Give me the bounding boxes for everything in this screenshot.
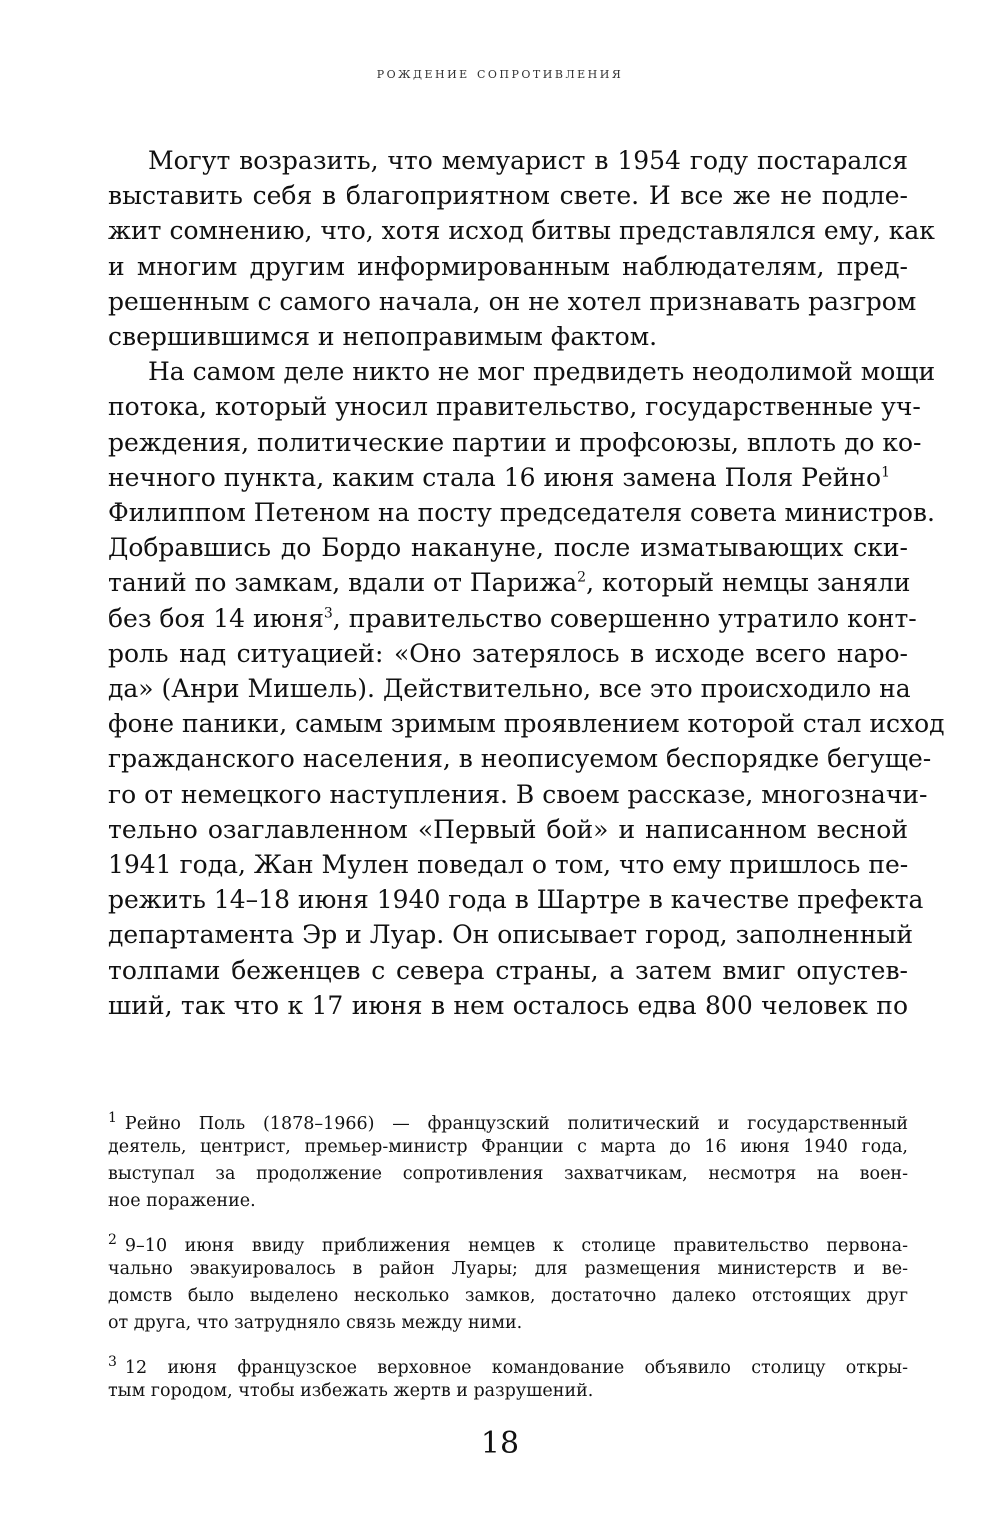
body-line: решенным с самого начала, он не хотел признавать разгром	[108, 286, 917, 316]
body-line: Добравшись до Бордо накануне, после изматывающих ски-	[108, 533, 908, 563]
footnote-text: 9–10 июня ввиду приближения немцев к столице правительство первона-	[124, 1235, 908, 1256]
footnote-text: Рейно Поль (1878–1966) — французский политический и государственный	[124, 1113, 908, 1134]
body-line: 1941 года, Жан Мулен поведал о том, что ему пришлось пе-	[108, 850, 909, 879]
body-text: , который немцы заняли	[586, 568, 911, 598]
footnote-line	[108, 1381, 908, 1401]
body-line: го от немецкого наступления. В своем рассказе, многозначи-	[108, 779, 928, 809]
footnote-line	[108, 1354, 908, 1378]
footnote-line	[108, 1164, 908, 1184]
footnote-line	[108, 1259, 908, 1279]
body-line: реждения, политические партии и профсоюзы, вплоть до ко-	[108, 427, 922, 457]
body-line: роль над ситуацией: «Оно затерялось в исходе всего наро-	[108, 638, 908, 668]
body-line: и многим другим информированным наблюдателям, пред-	[108, 251, 908, 281]
body-line: да» (Анри Мишель). Действительно, все это происходило на	[108, 674, 911, 703]
footnote-line	[108, 1232, 908, 1256]
footnote-text: деятель, центрист, премьер-министр Франции с марта до 16 июня 1940 года,	[108, 1137, 908, 1157]
body-line: режить 14–18 июня 1940 года в Шартре в качестве префекта	[108, 885, 924, 915]
body-line: На самом деле никто не мог предвидеть неодолимой мощи	[148, 357, 936, 387]
body-line: выставить себя в благоприятном свете. И все же не подле-	[108, 181, 908, 211]
body-line: жит сомнению, что, хотя исход битвы представлялся ему, как	[108, 216, 935, 246]
footnote-mark: 3	[108, 1354, 117, 1370]
footnote-text: домств было выделено несколько замков, достаточно далеко отстоящих друг	[108, 1286, 908, 1306]
body-text: нечного пункта, каким стала 16 июня замена Поля Рейно	[108, 462, 882, 492]
body-text: , правительство совершенно утратило конт-	[332, 603, 917, 633]
body-line: тельно озаглавленном «Первый бой» и написанном весной	[108, 814, 908, 844]
footnote-text: ное поражение.	[108, 1191, 256, 1211]
body-line: гражданского населения, в неописуемом беспорядке бегуще-	[108, 744, 932, 774]
footnote-line	[108, 1286, 908, 1306]
body-line: Могут возразить, что мемуарист в 1954 году постарался	[148, 146, 908, 175]
running-header: рождение сопротивления	[376, 64, 624, 82]
footnote-line	[108, 1313, 908, 1333]
footnote-ref-3[interactable]: 3	[323, 605, 333, 622]
footnote-line	[108, 1137, 908, 1157]
body-line: ший, так что к 17 июня в нем осталось едва 800 человек по	[108, 990, 908, 1020]
body-line	[108, 568, 911, 598]
footnote-line	[108, 1191, 908, 1211]
body-line: департамента Эр и Луар. Он описывает город, заполненный	[108, 920, 914, 950]
footnote-ref-1[interactable]: 1	[881, 464, 890, 481]
body-line	[108, 463, 908, 492]
body-line: фоне паники, самым зримым проявлением которой стал исход	[108, 709, 945, 739]
footnote-text: 12 июня французское верховное командование объявило столицу откры-	[124, 1357, 908, 1378]
body-line: Филиппом Петеном на посту председателя совета министров.	[108, 498, 935, 527]
footnote-text: тым городом, чтобы избежать жертв и разрушений.	[108, 1381, 594, 1401]
body-text: таний по замкам, вдали от Парижа	[108, 568, 578, 598]
body-line: потока, который уносил правительство, государственные уч-	[108, 392, 921, 422]
body-line: толпами беженцев с севера страны, а затем вмиг опустев-	[108, 955, 908, 985]
body-text: без боя 14 июня	[108, 603, 324, 633]
footnote-mark: 2	[108, 1232, 117, 1248]
body-line: свершившимся и непоправимым фактом.	[108, 322, 658, 351]
footnote-ref-2[interactable]: 2	[577, 570, 587, 587]
body-line	[108, 603, 917, 633]
footnote-line	[108, 1110, 908, 1134]
footnote-text: выступал за продолжение сопротивления захватчикам, несмотря на воен-	[108, 1164, 908, 1184]
footnote-text: от друга, что затрудняло связь между ними.	[108, 1313, 523, 1333]
footnote-text: чально эвакуировалось в район Луары; для размещения министерств и ве-	[108, 1259, 908, 1279]
footnote-mark: 1	[108, 1110, 117, 1126]
page-number: 18	[480, 1426, 520, 1461]
